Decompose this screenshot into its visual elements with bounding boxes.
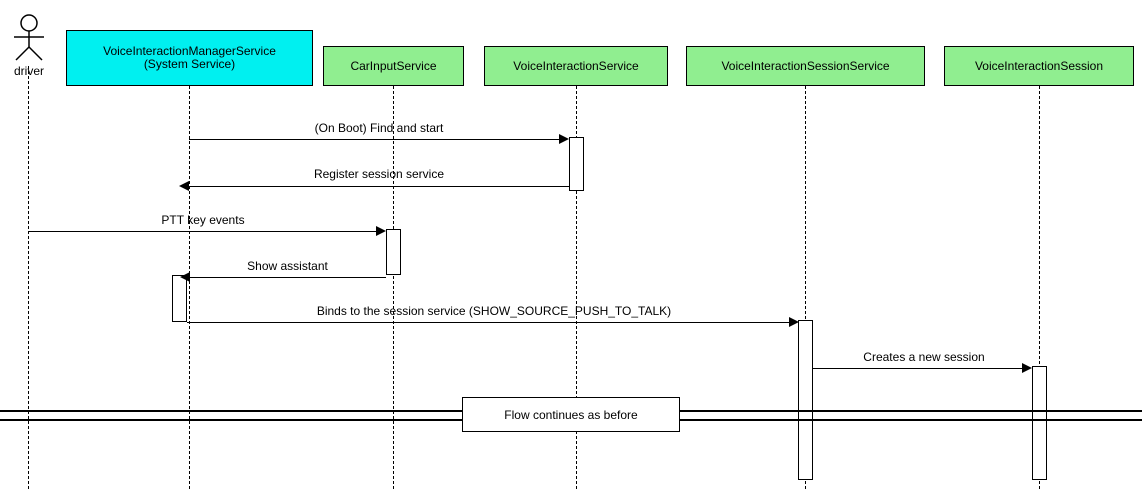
actor-label: driver — [13, 64, 44, 78]
message-arrowhead-creates-a-new-session — [1022, 363, 1032, 373]
message-line-binds-to-session-service — [187, 322, 791, 323]
participant-voiceinteractionsessionservice[interactable] — [686, 46, 925, 86]
message-line-ptt-key-events — [28, 231, 379, 232]
divider-note-label: Flow continues as before — [504, 407, 638, 422]
lifeline-carinputservice — [393, 86, 394, 489]
lifeline-voiceinteractionmanagerservice — [189, 86, 190, 489]
message-arrowhead-on-boot-find-and-start — [559, 134, 569, 144]
message-arrowhead-binds-to-session-service — [789, 317, 799, 327]
message-label-creates-a-new-session: Creates a new session — [863, 350, 985, 364]
participant-carinputservice[interactable] — [323, 46, 464, 86]
message-line-creates-a-new-session — [813, 368, 1025, 369]
participant-label: CarInputService — [350, 58, 437, 73]
participant-label-line1: VoiceInteractionManagerService — [103, 44, 276, 58]
participant-voiceinteractionsession[interactable] — [944, 46, 1134, 86]
activation-voiceinteractionmanagerservice — [172, 275, 187, 322]
message-label-show-assistant: Show assistant — [247, 259, 328, 273]
participant-label: VoiceInteractionService — [513, 58, 639, 73]
message-line-register-session-service — [189, 186, 569, 187]
activation-voiceinteractionservice — [569, 137, 584, 191]
participant-voiceinteractionmanagerservice[interactable] — [66, 30, 313, 86]
activation-voiceinteractionsession — [1032, 366, 1047, 480]
participant-label: VoiceInteractionSession — [974, 58, 1104, 73]
message-line-on-boot-find-and-start — [189, 139, 561, 140]
participant-voiceinteractionservice[interactable] — [484, 46, 668, 86]
stick-figure-icon — [8, 14, 50, 62]
message-arrowhead-show-assistant — [180, 272, 190, 282]
message-label-on-boot-find-and-start: (On Boot) Find and start — [314, 121, 444, 135]
lifeline-driver — [28, 66, 29, 489]
activation-voiceinteractionsessionservice — [798, 320, 813, 480]
participant-label: VoiceInteractionSessionService — [721, 58, 890, 73]
message-arrowhead-register-session-service — [179, 181, 189, 191]
message-arrowhead-ptt-key-events — [376, 226, 386, 236]
message-label-ptt-key-events: PTT key events — [161, 213, 245, 227]
message-label-binds-to-session-service: Binds to the session service (SHOW_SOURCE_PUSH_TO_TALK) — [316, 304, 672, 318]
activation-carinputservice — [386, 229, 401, 275]
message-line-show-assistant — [189, 277, 386, 278]
message-label-register-session-service: Register session service — [313, 167, 445, 181]
divider-note — [462, 397, 680, 432]
participant-label-line2: (System Service) — [143, 57, 236, 71]
